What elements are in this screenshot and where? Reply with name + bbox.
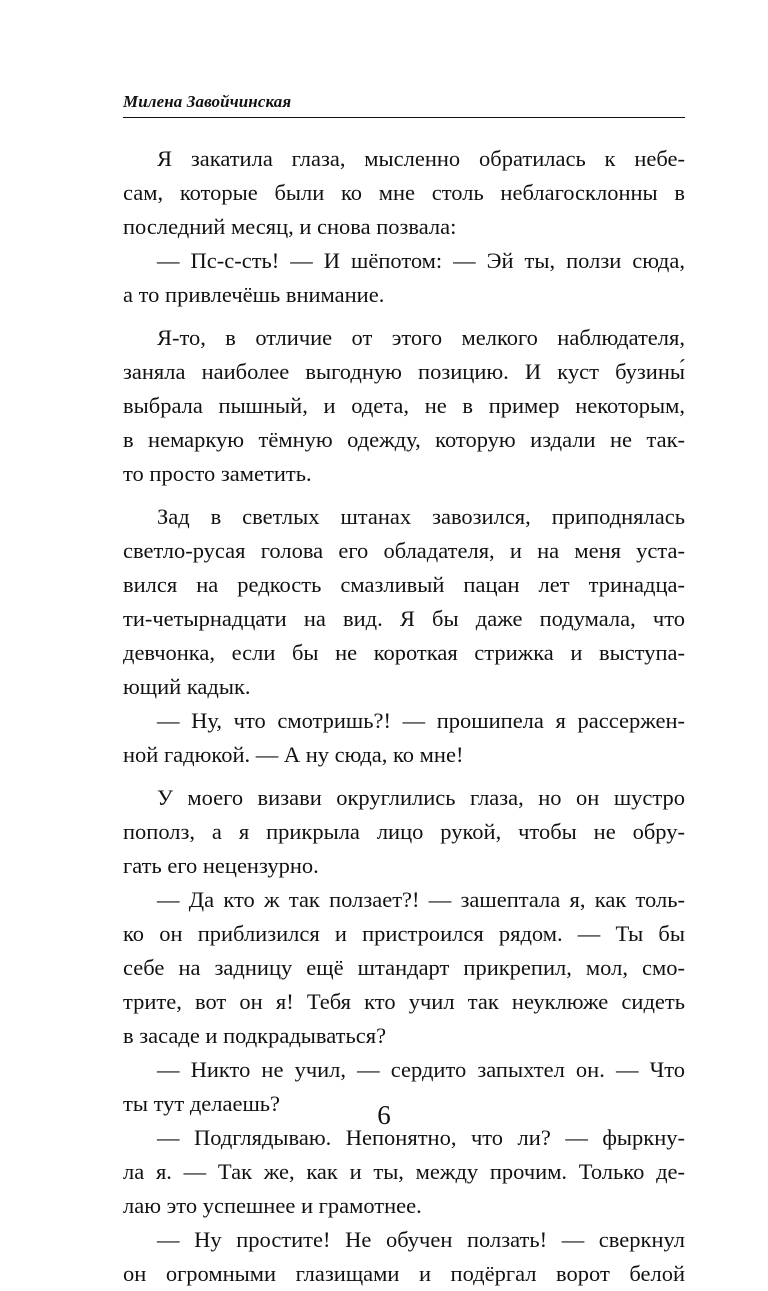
text-line: ной гадюкой. — А ну сюда, ко мне! <box>123 742 464 767</box>
text-line: ти-четырнадцати на вид. Я бы даже подумала, что <box>123 606 685 631</box>
running-head-author: Милена Завойчинская <box>123 92 292 111</box>
text-line: ющий кадык. <box>123 674 251 699</box>
page-number: 6 <box>377 1100 391 1130</box>
text-line: — Пс-с-сть! — И шёпотом: — Эй ты, ползи сюда, <box>157 248 685 273</box>
text-line: себе на задницу ещё штандарт прикрепил, мол, смо- <box>123 955 685 980</box>
text-line: в засаде и подкрадываться? <box>123 1023 387 1048</box>
text-line: пополз, а я прикрыла лицо рукой, чтобы не обру- <box>123 819 685 844</box>
text-line: У моего визави округлились глаза, но он шустро <box>157 785 685 810</box>
text-line: Я-то, в отличие от этого мелкого наблюдателя, <box>157 325 685 350</box>
text-line: он огромными глазищами и подёргал ворот белой <box>123 1261 685 1286</box>
text-line: выбрала пышный, и одета, не в пример некоторым, <box>123 393 685 418</box>
text-line: ты тут делаешь? <box>123 1091 281 1116</box>
text-line: а то привлечёшь внимание. <box>123 282 385 307</box>
text-line: светло-русая голова его обладателя, и на меня уста- <box>123 538 685 563</box>
text-line: трите, вот он я! Тебя кто учил так неуклюже сидеть <box>123 989 685 1014</box>
text-line: — Подглядываю. Непонятно, что ли? — фыркну- <box>157 1125 685 1150</box>
text-line: в немаркую тёмную одежду, которую издали не так- <box>123 427 685 452</box>
text-line: Зад в светлых штанах завозился, приподнялась <box>157 504 685 529</box>
text-line: гать его нецензурно. <box>123 853 319 878</box>
text-line: Я закатила глаза, мысленно обратилась к небе- <box>157 146 685 171</box>
text-line: — Никто не учил, — сердито запыхтел он. — Что <box>157 1057 685 1082</box>
running-head <box>123 90 685 118</box>
text-line: девчонка, если бы не короткая стрижка и выступа- <box>123 640 685 665</box>
text-line: то просто заметить. <box>123 461 312 486</box>
text-line: вился на редкость смазливый пацан лет тринадца- <box>123 572 685 597</box>
text-line: ла я. — Так же, как и ты, между прочим. Только де- <box>123 1159 685 1184</box>
text-line: — Ну, что смотришь?! — прошипела я рассержен- <box>157 708 685 733</box>
text-line: ко он приблизился и пристроился рядом. — Ты бы <box>123 921 685 946</box>
text-line: — Да кто ж так ползает?! — зашептала я, как толь- <box>157 887 685 912</box>
text-line: последний месяц, и снова позвала: <box>123 214 457 239</box>
text-line: лаю это успешнее и грамотнее. <box>123 1193 422 1218</box>
text-line: заняла наиболее выгодную позицию. И куст бузины́ <box>123 359 685 384</box>
text-line: — Ну простите! Не обучен ползать! — сверкнул <box>157 1227 685 1252</box>
text-line: сам, которые были ко мне столь неблагосклонны в <box>123 180 685 205</box>
